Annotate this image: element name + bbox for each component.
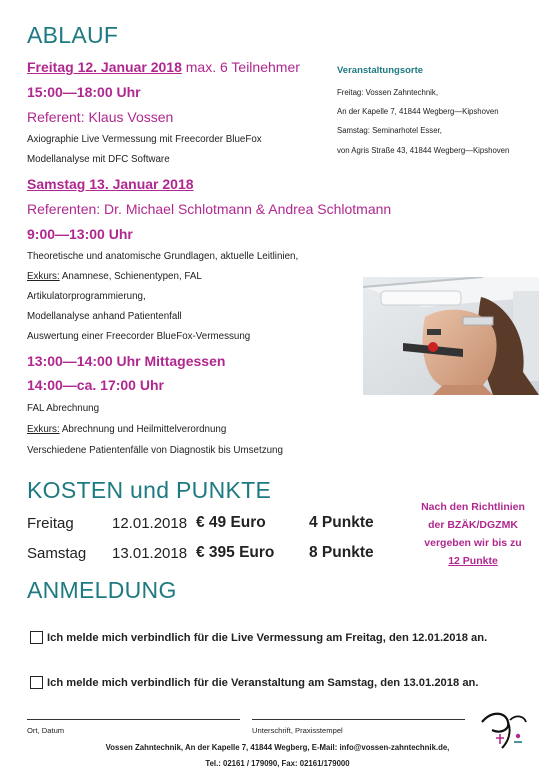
- friday-time: 15:00—18:00 Uhr: [27, 84, 141, 100]
- points-note: [408, 498, 538, 570]
- saturday-item-3: Modellanalyse anhand Patientenfall: [27, 311, 182, 322]
- costs-heading: KOSTEN und PUNKTE: [27, 477, 272, 503]
- friday-checkbox[interactable]: [30, 631, 43, 644]
- footer-line-2: Tel.: 02161 / 179090, Fax: 02161/179000: [205, 759, 350, 768]
- cost-row-1-day: Freitag: [27, 515, 74, 532]
- signature-line: [252, 719, 465, 720]
- friday-line: [27, 59, 300, 75]
- ablauf-heading: ABLAUF: [27, 22, 119, 48]
- lunch-line: 13:00—14:00 Uhr Mittagessen: [27, 353, 226, 369]
- cost-row-2-price: € 395 Euro: [196, 544, 275, 561]
- cost-row-1-price: € 49 Euro: [196, 514, 266, 531]
- cost-row-2-day: Samstag: [27, 545, 87, 562]
- venue-line-2: An der Kapelle 7, 41844 Wegberg—Kipshoven: [337, 107, 499, 116]
- note-line-3: vergeben wir bis zu: [424, 537, 522, 549]
- place-date-line: [27, 719, 240, 720]
- saturday-item-5: FAL Abrechnung: [27, 403, 100, 414]
- saturday-exkurs-1: [27, 271, 202, 282]
- friday-item-2: Modellanalyse mit DFC Software: [27, 154, 170, 165]
- cost-row-1-date: 12.01.2018: [112, 515, 188, 532]
- saturday-time-1: 9:00—13:00 Uhr: [27, 226, 133, 242]
- venue-line-1: Freitag: Vossen Zahntechnik,: [337, 88, 438, 97]
- patient-photo: [363, 277, 539, 395]
- cost-row-1-points: 4 Punkte: [309, 514, 374, 531]
- exkurs-label-2: Exkurs:: [27, 424, 60, 435]
- cost-row-2-date: 13.01.2018: [112, 545, 188, 562]
- friday-date: Freitag 12. Januar 2018: [27, 59, 182, 75]
- saturday-exkurs-2: [27, 424, 226, 435]
- registration-heading: ANMELDUNG: [27, 577, 177, 603]
- saturday-item-6: Verschiedene Patientenfälle von Diagnostik bis Umsetzung: [27, 445, 283, 456]
- friday-registration-text: Ich melde mich verbindlich für die Live Vermessung am Freitag, den 12.01.2018 an.: [47, 632, 488, 644]
- saturday-item-1: Theoretische und anatomische Grundlagen, aktuelle Leitlinien,: [27, 251, 299, 262]
- venue-line-4: von Agris Straße 43, 41844 Wegberg—Kipshoven: [337, 146, 510, 155]
- note-line-1: Nach den Richtlinien: [421, 501, 525, 513]
- place-date-label: Ort, Datum: [27, 726, 65, 735]
- saturday-speakers: Referenten: Dr. Michael Schlotmann & Andrea Schlotmann: [27, 201, 392, 217]
- signature-label: Unterschrift, Praxisstempel: [252, 726, 343, 735]
- saturday-checkbox[interactable]: [30, 676, 43, 689]
- exkurs-text-1: Anamnese, Schienentypen, FAL: [59, 271, 202, 282]
- friday-participants: max. 6 Teilnehmer: [181, 59, 300, 75]
- friday-speaker: Referent: Klaus Vossen: [27, 109, 174, 125]
- venue-line-3: Samstag: Seminarhotel Esser,: [337, 126, 442, 135]
- exkurs-label-1: Exkurs:: [27, 271, 60, 282]
- saturday-date: Samstag 13. Januar 2018: [27, 176, 194, 192]
- saturday-registration-text: Ich melde mich verbindlich für die Veranstaltung am Samstag, den 13.01.2018 an.: [47, 677, 479, 689]
- note-line-2: der BZÄK/DGZMK: [428, 519, 518, 531]
- exkurs-text-2: Abrechnung und Heilmittelverordnung: [59, 424, 227, 435]
- note-points: 12 Punkte: [448, 555, 498, 567]
- friday-item-1: Axiographie Live Vermessung mit Freecorder BlueFox: [27, 134, 262, 145]
- saturday-item-4: Auswertung einer Freecorder BlueFox-Vermessung: [27, 331, 251, 342]
- cost-row-2-points: 8 Punkte: [309, 544, 374, 561]
- venues-title: Veranstaltungsorte: [337, 65, 424, 76]
- saturday-item-2: Artikulatorprogrammierung,: [27, 291, 146, 302]
- saturday-time-2: 14:00—ca. 17:00 Uhr: [27, 377, 164, 393]
- footer-line-1: Vossen Zahntechnik, An der Kapelle 7, 41844 Wegberg, E-Mail: info@vossen-zahntechnik.de,: [105, 743, 450, 752]
